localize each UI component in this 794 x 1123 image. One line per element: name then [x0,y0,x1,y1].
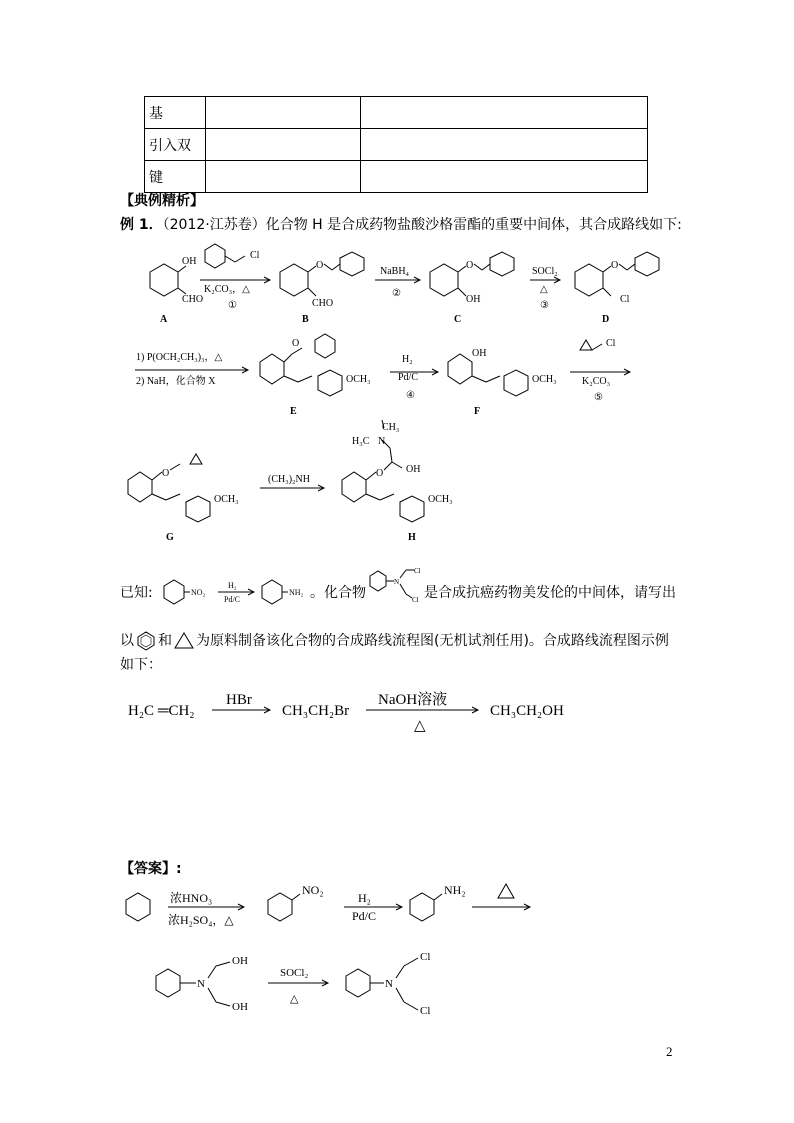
step4-line2: 2) NaH，化合物 X [136,376,216,387]
o-label: O [466,260,474,271]
och3-label: OCH₃ [428,494,453,505]
step6-num: ⑤ [594,392,603,403]
answer-r2a: H₂ [358,891,371,905]
n-label: N [197,978,205,990]
cho-label: CHO [312,298,334,309]
step2-reagent: NaBH₄ [380,266,410,277]
o-label: O [611,260,619,271]
compound-label: G [166,532,174,543]
example-intro [120,216,682,234]
known-line2c: 为原料制备该化合物的合成路线流程图(无机试剂任用)。合成路线流程图示例 [196,633,669,649]
h3c-label: H₃C [352,436,370,447]
n-label: N [378,436,386,447]
compound-label: D [602,314,610,325]
oh-label: OH [232,1001,248,1013]
step4-line1: 1) P(OCH₂CH₃)₃，△ [136,352,223,363]
table-cell: 引入双 [145,129,206,161]
target-compound [366,566,424,606]
route-step: CH₃CH₂OH [490,703,564,719]
cho-label: CHO [182,294,204,305]
known-line2a: 以 [120,633,134,649]
o-label: O [376,468,384,479]
table-cell: 基 [145,97,206,129]
nh2-label: NH₂ [289,588,304,597]
answer-title: 【答案】: [120,861,182,877]
info-table [144,96,648,193]
step3-cond: △ [540,284,548,295]
cl-label: Cl [606,338,616,349]
section-title: 【典例精析】 [120,193,204,209]
answer-r3a: SOCl₂ [280,967,309,979]
o-label: O [292,338,300,349]
scheme-row-2 [120,332,690,422]
known-mid: 。化合物 [310,585,366,601]
step5-num: ④ [406,390,415,401]
oh-label: OH [232,955,248,967]
cl-label: Cl [620,294,630,305]
scheme-row-1 [120,240,690,330]
step1-reagent: K₂CO₃，△ [204,284,250,295]
answer-r1b: 浓H₂SO₄，△ [168,913,234,927]
step6-reagent: K₂CO₃ [582,376,611,387]
known-line2 [120,630,669,652]
compound-label: C [454,314,462,325]
no2-label: NO₂ [191,588,206,597]
oh-label: OH [406,464,421,475]
och3-label: OCH₃ [214,494,239,505]
oh-label: OH [182,256,197,267]
answer-r1a: 浓HNO₃ [170,891,213,905]
table-cell [206,129,361,161]
no2-label: NO₂ [302,883,324,897]
och3-label: OCH₃ [346,374,371,385]
answer-r3b: △ [290,993,299,1005]
table-row [145,161,648,193]
oh-label: OH [472,348,487,359]
route-cond: △ [414,718,426,734]
pdc-label: Pd/C [224,595,241,604]
known-prefix: 已知: [120,585,153,601]
step5-reagent: H₂ [402,354,413,365]
cl-label: Cl [412,596,419,604]
step3-num: ③ [540,300,549,311]
table-cell [361,97,648,129]
step1-num: ① [228,300,237,311]
compound-label: A [160,314,168,325]
compound-label: E [290,406,297,417]
table-cell: 键 [145,161,206,193]
benzene-icon [134,630,158,652]
known-line2b: 和 [158,633,172,649]
scheme-row-3 [120,420,690,550]
och3-label: OCH₃ [532,374,557,385]
table-row [145,97,648,129]
cl-label: Cl [420,951,431,963]
known-suffix: 是合成抗癌药物美发伦的中间体，请写出 [424,585,676,601]
route-step: CH₃CH₂Br [282,703,350,719]
ch3-label: CH₃ [382,422,400,433]
example-route [120,684,600,740]
compound-label: H [408,532,416,543]
route-reagent: HBr [226,692,252,708]
cl-label: Cl [414,567,421,575]
table-cell [206,161,361,193]
epoxide-icon [172,630,196,652]
known-line3: 如下： [120,657,162,673]
o-label: O [162,468,170,479]
answer-r2b: Pd/C [352,909,377,923]
n-label: N [385,978,393,990]
example-text: （2012·江苏卷）化合物 H 是合成药物盐酸沙格雷酯的重要中间体，其合成路线如下: [162,217,682,233]
route-step: H₂C ═CH₂ [128,703,195,719]
answer-row-2 [150,944,500,1024]
nh2-label: NH₂ [444,883,466,897]
table-row [145,129,648,161]
n-label: N [394,578,400,586]
step3-reagent: SOCl₂ [532,266,558,277]
step2-num: ② [392,288,401,299]
page-number: 2 [666,1044,673,1059]
cl-label: Cl [250,250,260,261]
compound-label: B [302,314,309,325]
h2-label: H₂ [228,581,237,590]
route-reagent: NaOH溶液 [378,692,448,708]
table-cell [361,129,648,161]
table-cell [206,97,361,129]
cl-label: Cl [420,1005,431,1017]
compound-label: F [474,406,481,417]
o-label: O [316,260,324,271]
oh-label: OH [466,294,481,305]
example-label: 例 1． [120,217,163,233]
step7-reagent: (CH₃)₂NH [268,474,310,485]
answer-row-1 [120,880,560,940]
table-cell [361,161,648,193]
step5-cond: Pd/C [398,372,419,383]
